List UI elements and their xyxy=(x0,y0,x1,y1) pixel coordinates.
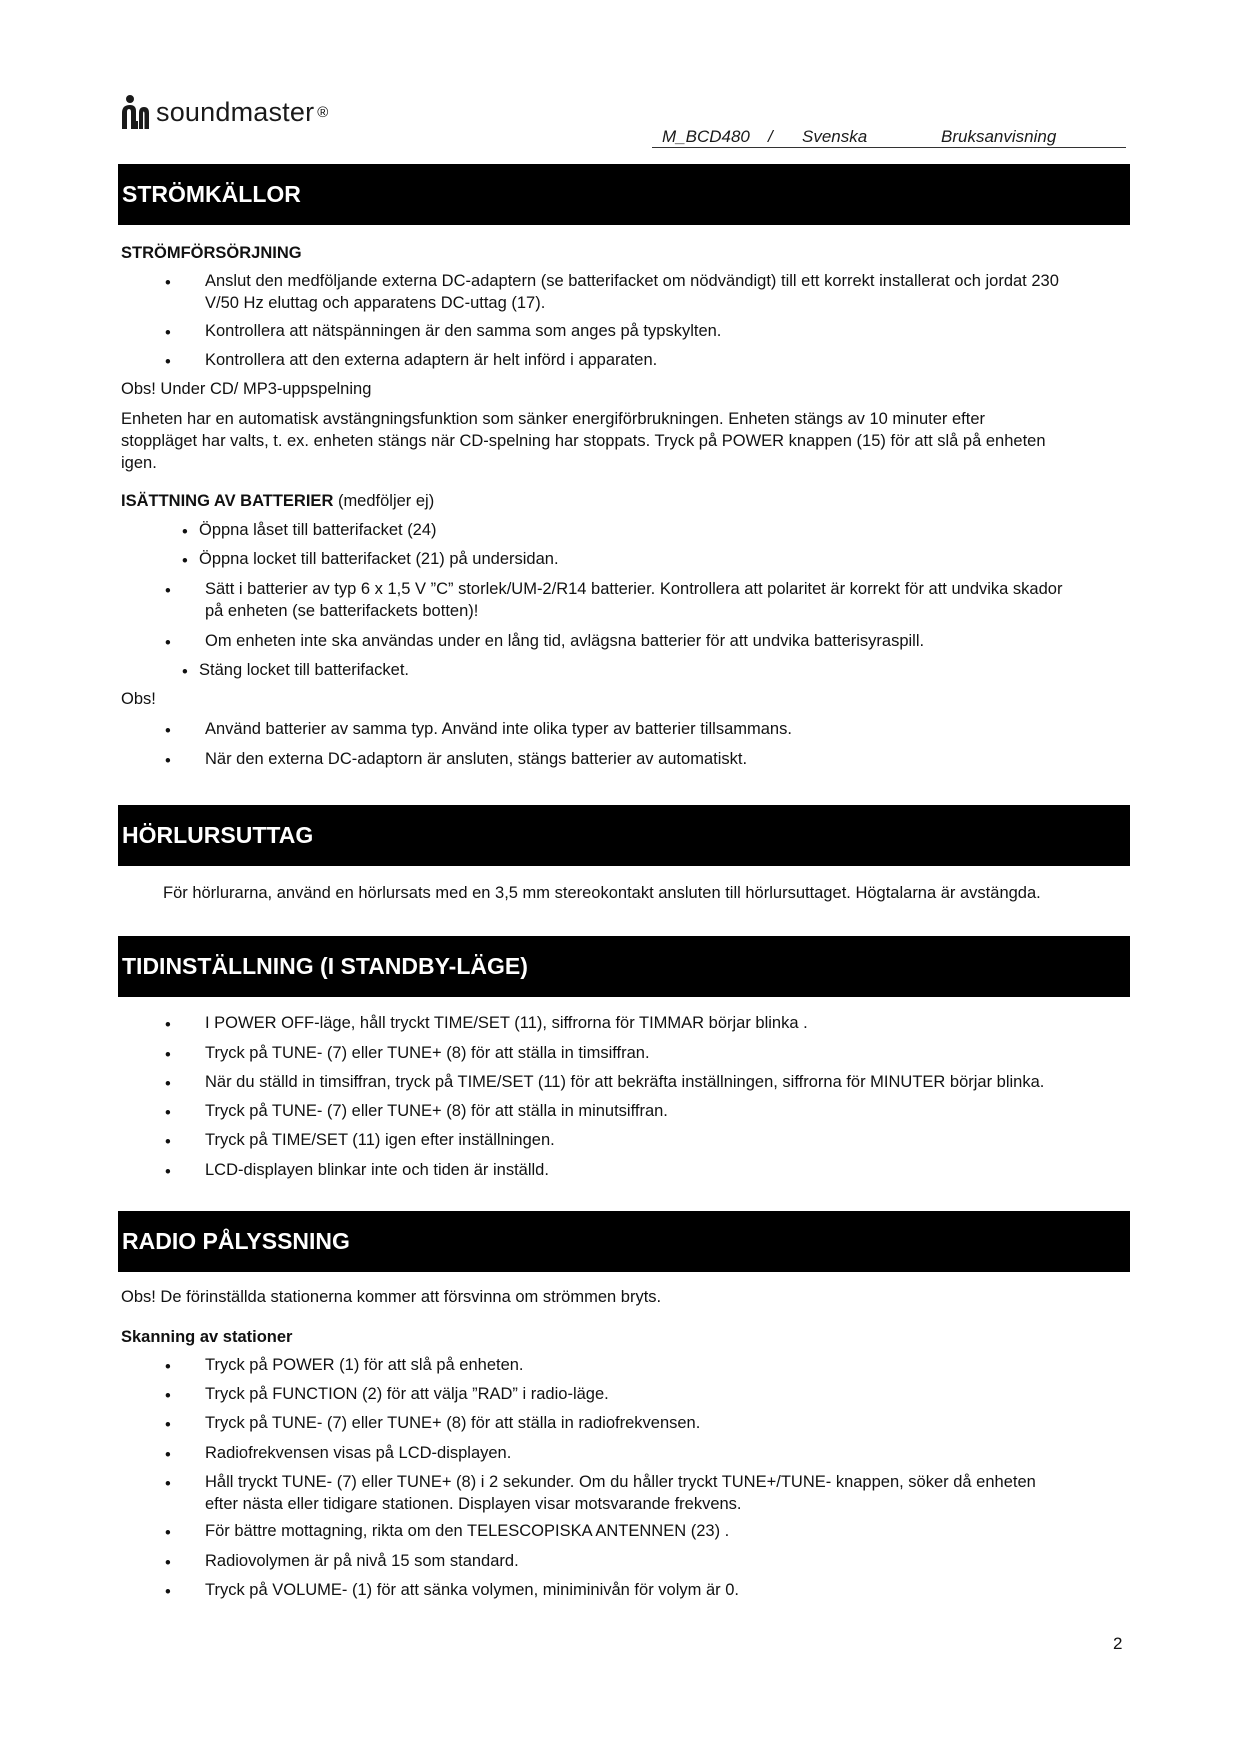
list-item: Öppna locket till batterifacket (21) på undersidan. xyxy=(199,550,559,568)
bullet-glyph: • xyxy=(165,1016,171,1034)
section-heading-stromkallor: STRÖMKÄLLOR xyxy=(118,164,1130,225)
list-item: Radiofrekvensen visas på LCD-displayen. xyxy=(205,1444,512,1462)
list-item: Tryck på TIME/SET (11) igen efter inställningen. xyxy=(205,1131,555,1149)
page-number: 2 xyxy=(1113,1634,1123,1653)
bullet-glyph: • xyxy=(165,1554,171,1572)
bullet-glyph: • xyxy=(165,752,171,770)
header-separator: / xyxy=(768,127,773,146)
soundmaster-logo-icon xyxy=(118,93,152,131)
brand-logo xyxy=(118,92,328,132)
section-heading-horlursuttag: HÖRLURSUTTAG xyxy=(118,805,1130,866)
brand-name: soundmaster xyxy=(156,96,315,127)
paragraph-line: igen. xyxy=(121,454,157,472)
bullet-glyph: • xyxy=(165,353,171,371)
list-item: För bättre mottagning, rikta om den TELESCOPISKA ANTENNEN (23) . xyxy=(205,1522,730,1540)
list-item: Använd batterier av samma typ. Använd inte olika typer av batterier tillsammans. xyxy=(205,720,792,738)
list-item: Anslut den medföljande externa DC-adaptern (se batterifacket om nödvändigt) till ett korrekt installerat och jordat 230 xyxy=(205,272,1059,290)
headphone-text: För hörlurarna, använd en hörlursats med en 3,5 mm stereokontakt ansluten till hörlursuttaget. Högtalarna är avstängda. xyxy=(163,884,1041,902)
list-item: Om enheten inte ska användas under en lång tid, avlägsna batterier för att undvika batterisyraspill. xyxy=(205,632,925,650)
note-presets: Obs! De förinställda stationerna kommer att försvinna om strömmen bryts. xyxy=(121,1288,662,1306)
bullet-glyph: • xyxy=(182,523,188,541)
bullet-glyph: • xyxy=(165,1416,171,1434)
list-item: När du ställd in timsiffran, tryck på TIME/SET (11) för att bekräfta inställningen, siffrorna för MINUTER börjar blinka. xyxy=(205,1073,1045,1091)
list-item: När den externa DC-adaptorn är ansluten, stängs batterier av automatiskt. xyxy=(205,750,748,768)
bullet-glyph: • xyxy=(182,663,188,681)
list-item: Tryck på POWER (1) för att slå på enheten. xyxy=(205,1356,524,1374)
list-item: Tryck på TUNE- (7) eller TUNE+ (8) för att ställa in timsiffran. xyxy=(205,1044,650,1062)
list-item: Stäng locket till batterifacket. xyxy=(199,661,410,679)
list-item: Tryck på TUNE- (7) eller TUNE+ (8) för att ställa in minutsiffran. xyxy=(205,1102,668,1120)
list-item-cont: på enheten (se batterifackets botten)! xyxy=(205,602,479,620)
bullet-glyph: • xyxy=(165,722,171,740)
bullet-glyph: • xyxy=(165,1133,171,1151)
list-item: Öppna låset till batterifacket (24) xyxy=(199,521,437,539)
list-item: Tryck på TUNE- (7) eller TUNE+ (8) för att ställa in radiofrekvensen. xyxy=(205,1414,701,1432)
bullet-glyph: • xyxy=(165,1475,171,1493)
paragraph-line: stoppläget har valts, t. ex. enheten stängs när CD-spelning har stoppats. Tryck på POWER knappen (15) för att slå på enheten xyxy=(121,432,1046,450)
list-item: Tryck på FUNCTION (2) för att välja ”RAD” i radio-läge. xyxy=(205,1385,609,1403)
bullet-glyph: • xyxy=(165,274,171,292)
list-item-cont: efter nästa eller tidigare stationen. Displayen visar motsvarande frekvens. xyxy=(205,1495,742,1513)
document-type: Bruksanvisning xyxy=(941,127,1057,146)
list-item: Tryck på VOLUME- (1) för att sänka volymen, miniminivån för volym är 0. xyxy=(205,1581,739,1599)
list-item: Kontrollera att nätspänningen är den samma som anges på typskylten. xyxy=(205,322,722,340)
bullet-glyph: • xyxy=(165,1524,171,1542)
bullet-glyph: • xyxy=(165,324,171,342)
list-item: Radiovolymen är på nivå 15 som standard. xyxy=(205,1552,519,1570)
list-item: Kontrollera att den externa adaptern är helt införd i apparaten. xyxy=(205,351,658,369)
list-item-cont: V/50 Hz eluttag och apparatens DC-uttag (17). xyxy=(205,294,546,312)
bullet-glyph: • xyxy=(182,552,188,570)
bullet-glyph: • xyxy=(165,1387,171,1405)
section-heading-tidinstallning: TIDINSTÄLLNING (I STANDBY-LÄGE) xyxy=(118,936,1130,997)
header-rule xyxy=(652,147,1126,148)
bullet-glyph: • xyxy=(165,634,171,652)
note-obs: Obs! xyxy=(121,690,156,708)
bullet-glyph: • xyxy=(165,1446,171,1464)
bullet-glyph: • xyxy=(165,1075,171,1093)
subheading-batterier: ISÄTTNING AV BATTERIER (medföljer ej) xyxy=(121,492,435,510)
bullet-glyph: • xyxy=(165,1163,171,1181)
list-item: LCD-displayen blinkar inte och tiden är inställd. xyxy=(205,1161,549,1179)
note-cd-mp3: Obs! Under CD/ MP3-uppspelning xyxy=(121,380,372,398)
bullet-glyph: • xyxy=(165,582,171,600)
list-item: Sätt i batterier av typ 6 x 1,5 V ”C” storlek/UM-2/R14 batterier. Kontrollera att polaritet är korrekt för att undvika skador xyxy=(205,580,1063,598)
subheading-skanning: Skanning av stationer xyxy=(121,1328,293,1346)
bullet-glyph: • xyxy=(165,1358,171,1376)
paragraph-line: Enheten har en automatisk avstängningsfunktion som sänker energiförbrukningen. Enheten stängs av 10 minuter efter xyxy=(121,410,986,428)
bullet-glyph: • xyxy=(165,1583,171,1601)
list-item: Håll tryckt TUNE- (7) eller TUNE+ (8) i 2 sekunder. Om du håller tryckt TUNE+/TUNE- knappen, söker då enheten xyxy=(205,1473,1036,1491)
bullet-glyph: • xyxy=(165,1046,171,1064)
bullet-glyph: • xyxy=(165,1104,171,1122)
language-label: Svenska xyxy=(802,127,868,146)
model-number: M_BCD480 xyxy=(662,127,750,146)
registered-mark: ® xyxy=(317,103,329,121)
section-heading-radio: RADIO PÅLYSSNING xyxy=(118,1211,1130,1272)
subheading-stromforsorjning: STRÖMFÖRSÖRJNING xyxy=(121,244,302,262)
list-item: I POWER OFF-läge, håll tryckt TIME/SET (11), siffrorna för TIMMAR börjar blinka . xyxy=(205,1014,808,1032)
